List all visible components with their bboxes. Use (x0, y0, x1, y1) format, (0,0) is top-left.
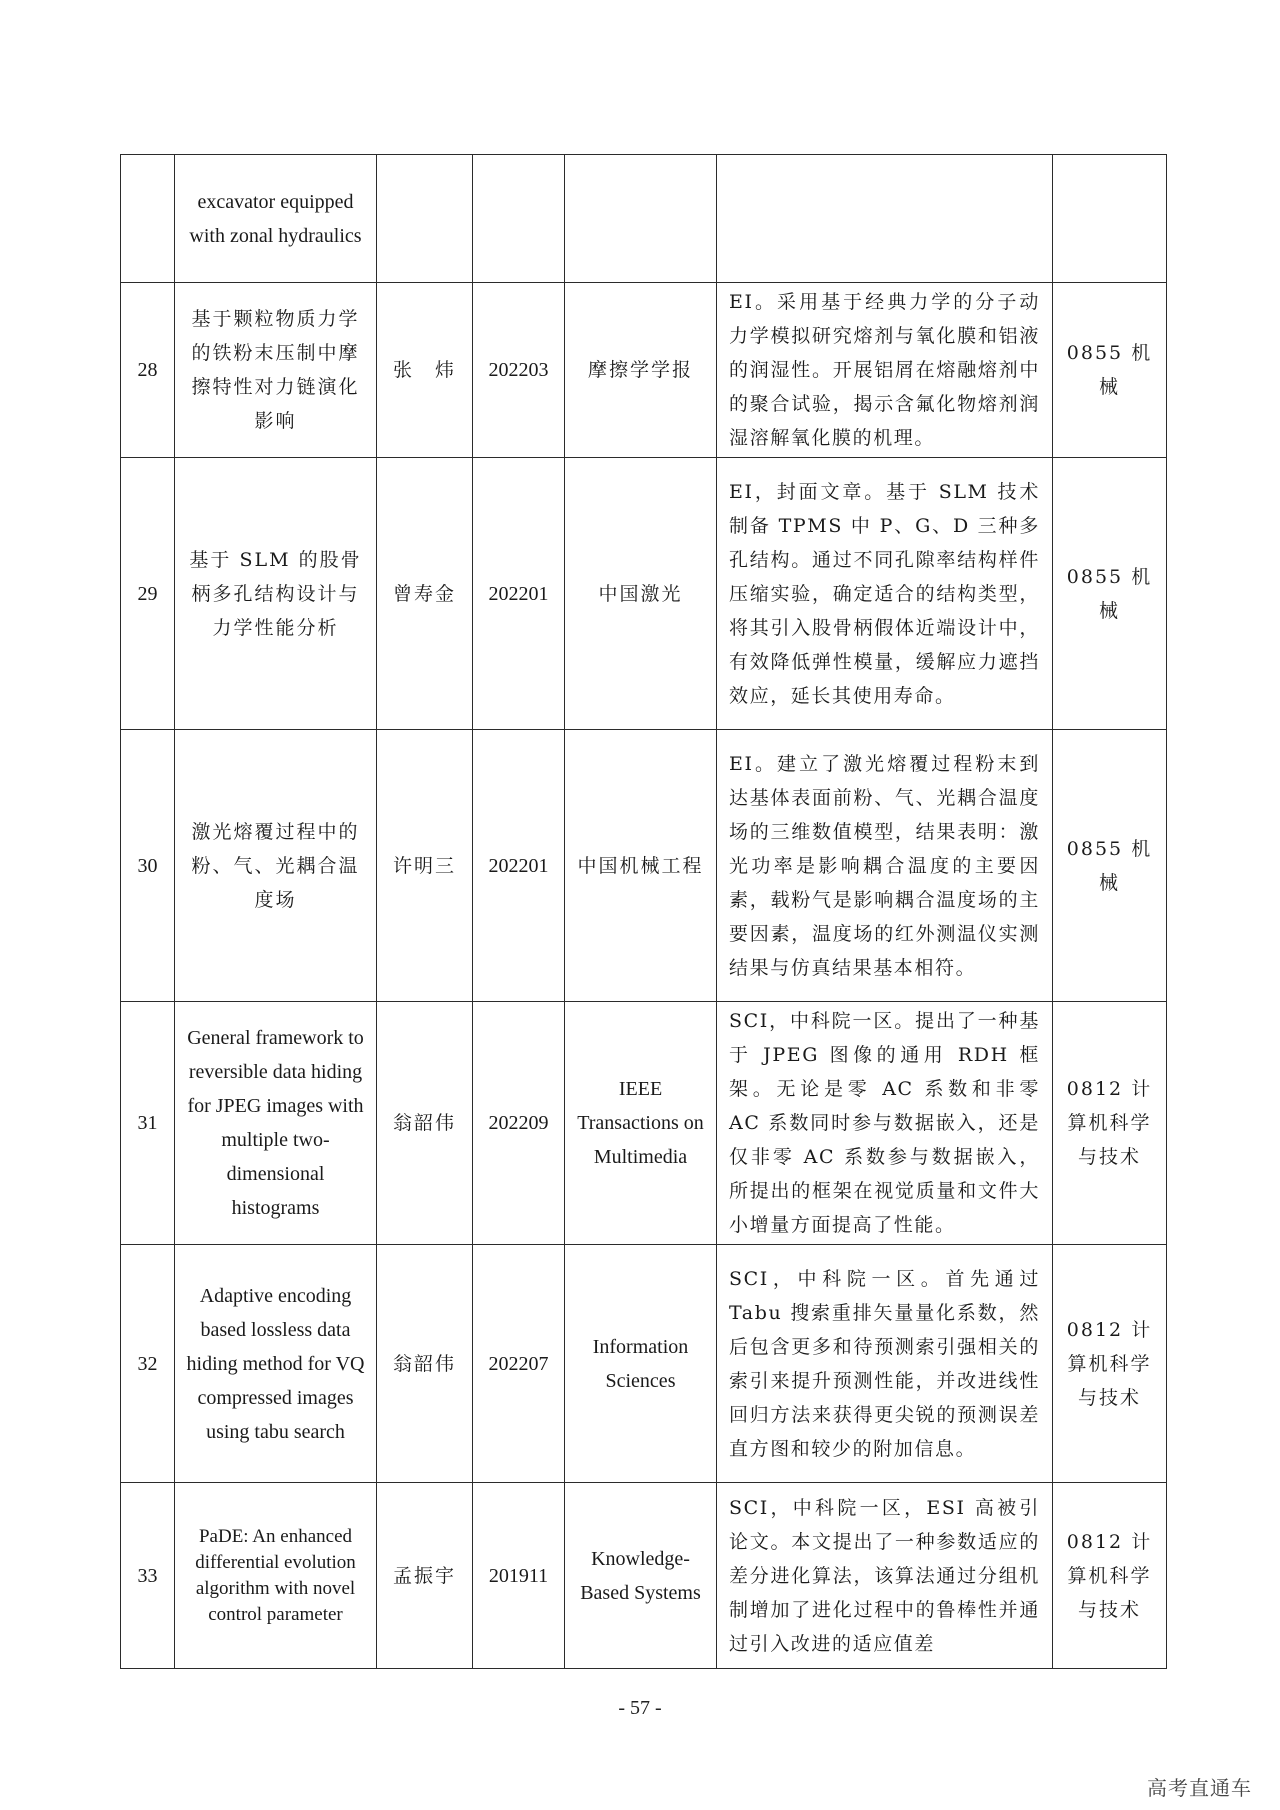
author-cell: 孟振宇 (377, 1483, 473, 1669)
description-cell: SCI，中科院一区。提出了一种基于 JPEG 图像的通用 RDH 框架。无论是零 AC 系数和非零 AC 系数同时参与数据嵌入，还是仅非零 AC 系数参与数据嵌入，所提出的框架在视觉质量和文件大小增量方面提高了性能。 (717, 1002, 1053, 1245)
row-number-cell: 30 (121, 730, 175, 1002)
row-number-cell (121, 155, 175, 283)
author-cell: 翁韶伟 (377, 1245, 473, 1483)
category-cell: 0855 机械 (1053, 283, 1167, 458)
date-cell (473, 155, 565, 283)
description-cell: EI。建立了激光熔覆过程粉末到达基体表面前粉、气、光耦合温度场的三维数值模型，结果表明：激光功率是影响耦合温度的主要因素，载粉气是影响耦合温度场的主要因素，温度场的红外测温仪实测结果与仿真结果基本相符。 (717, 730, 1053, 1002)
date-cell: 202207 (473, 1245, 565, 1483)
description-cell: SCI，中科院一区，ESI 高被引论文。本文提出了一种参数适应的差分进化算法，该算法通过分组机制增加了进化过程中的鲁棒性并通过引入改进的适应值差 (717, 1483, 1053, 1669)
table-row (121, 1245, 1167, 1483)
table-row (121, 283, 1167, 458)
paper-title-cell: PaDE: An enhanced differential evolution algorithm with novel control parameter (175, 1483, 377, 1669)
author-cell: 张 炜 (377, 283, 473, 458)
description-cell (717, 155, 1053, 283)
paper-list-table (120, 154, 1167, 1669)
category-cell: 0812 计算机科学与技术 (1053, 1002, 1167, 1245)
paper-title-cell: excavator equipped with zonal hydraulics (175, 155, 377, 283)
category-cell (1053, 155, 1167, 283)
table-row (121, 730, 1167, 1002)
journal-cell: 摩擦学学报 (565, 283, 717, 458)
paper-title-cell: 激光熔覆过程中的粉、气、光耦合温度场 (175, 730, 377, 1002)
paper-title-cell: Adaptive encoding based lossless data hiding method for VQ compressed images using tabu search (175, 1245, 377, 1483)
category-cell: 0812 计算机科学与技术 (1053, 1483, 1167, 1669)
paper-title-cell: 基于颗粒物质力学的铁粉末压制中摩擦特性对力链演化影响 (175, 283, 377, 458)
paper-title-cell: General framework to reversible data hiding for JPEG images with multiple two-dimensional histograms (175, 1002, 377, 1245)
table-row (121, 458, 1167, 730)
journal-cell: IEEE Transactions on Multimedia (565, 1002, 717, 1245)
journal-cell: Information Sciences (565, 1245, 717, 1483)
row-number-cell: 29 (121, 458, 175, 730)
row-number-cell: 32 (121, 1245, 175, 1483)
author-cell (377, 155, 473, 283)
table-row-continued (121, 155, 1167, 283)
page-number: - 57 - (618, 1697, 662, 1719)
row-number-cell: 33 (121, 1483, 175, 1669)
category-cell: 0812 计算机科学与技术 (1053, 1245, 1167, 1483)
journal-cell (565, 155, 717, 283)
category-cell: 0855 机械 (1053, 730, 1167, 1002)
date-cell: 202201 (473, 458, 565, 730)
author-cell: 翁韶伟 (377, 1002, 473, 1245)
table-row (121, 1483, 1167, 1669)
description-cell: SCI，中科院一区。首先通过 Tabu 搜索重排矢量量化系数，然后包含更多和待预测索引强相关的索引来提升预测性能，并改进线性回归方法来获得更尖锐的预测误差直方图和较少的附加信息。 (717, 1245, 1053, 1483)
author-cell: 许明三 (377, 730, 473, 1002)
journal-cell: 中国机械工程 (565, 730, 717, 1002)
description-cell: EI。采用基于经典力学的分子动力学模拟研究熔剂与氧化膜和铝液的润湿性。开展铝屑在熔融熔剂中的聚合试验，揭示含氟化物熔剂润湿溶解氧化膜的机理。 (717, 283, 1053, 458)
date-cell: 201911 (473, 1483, 565, 1669)
row-number-cell: 28 (121, 283, 175, 458)
journal-cell: 中国激光 (565, 458, 717, 730)
date-cell: 202201 (473, 730, 565, 1002)
date-cell: 202203 (473, 283, 565, 458)
table-row (121, 1002, 1167, 1245)
journal-cell: Knowledge-Based Systems (565, 1483, 717, 1669)
row-number-cell: 31 (121, 1002, 175, 1245)
date-cell: 202209 (473, 1002, 565, 1245)
description-cell: EI，封面文章。基于 SLM 技术制备 TPMS 中 P、G、D 三种多孔结构。通过不同孔隙率结构样件压缩实验，确定适合的结构类型，将其引入股骨柄假体近端设计中，有效降低弹性模量，缓解应力遮挡效应，延长其使用寿命。 (717, 458, 1053, 730)
category-cell: 0855 机械 (1053, 458, 1167, 730)
watermark-text: 高考直通车 (1147, 1776, 1252, 1800)
paper-title-cell: 基于 SLM 的股骨柄多孔结构设计与力学性能分析 (175, 458, 377, 730)
author-cell: 曾寿金 (377, 458, 473, 730)
